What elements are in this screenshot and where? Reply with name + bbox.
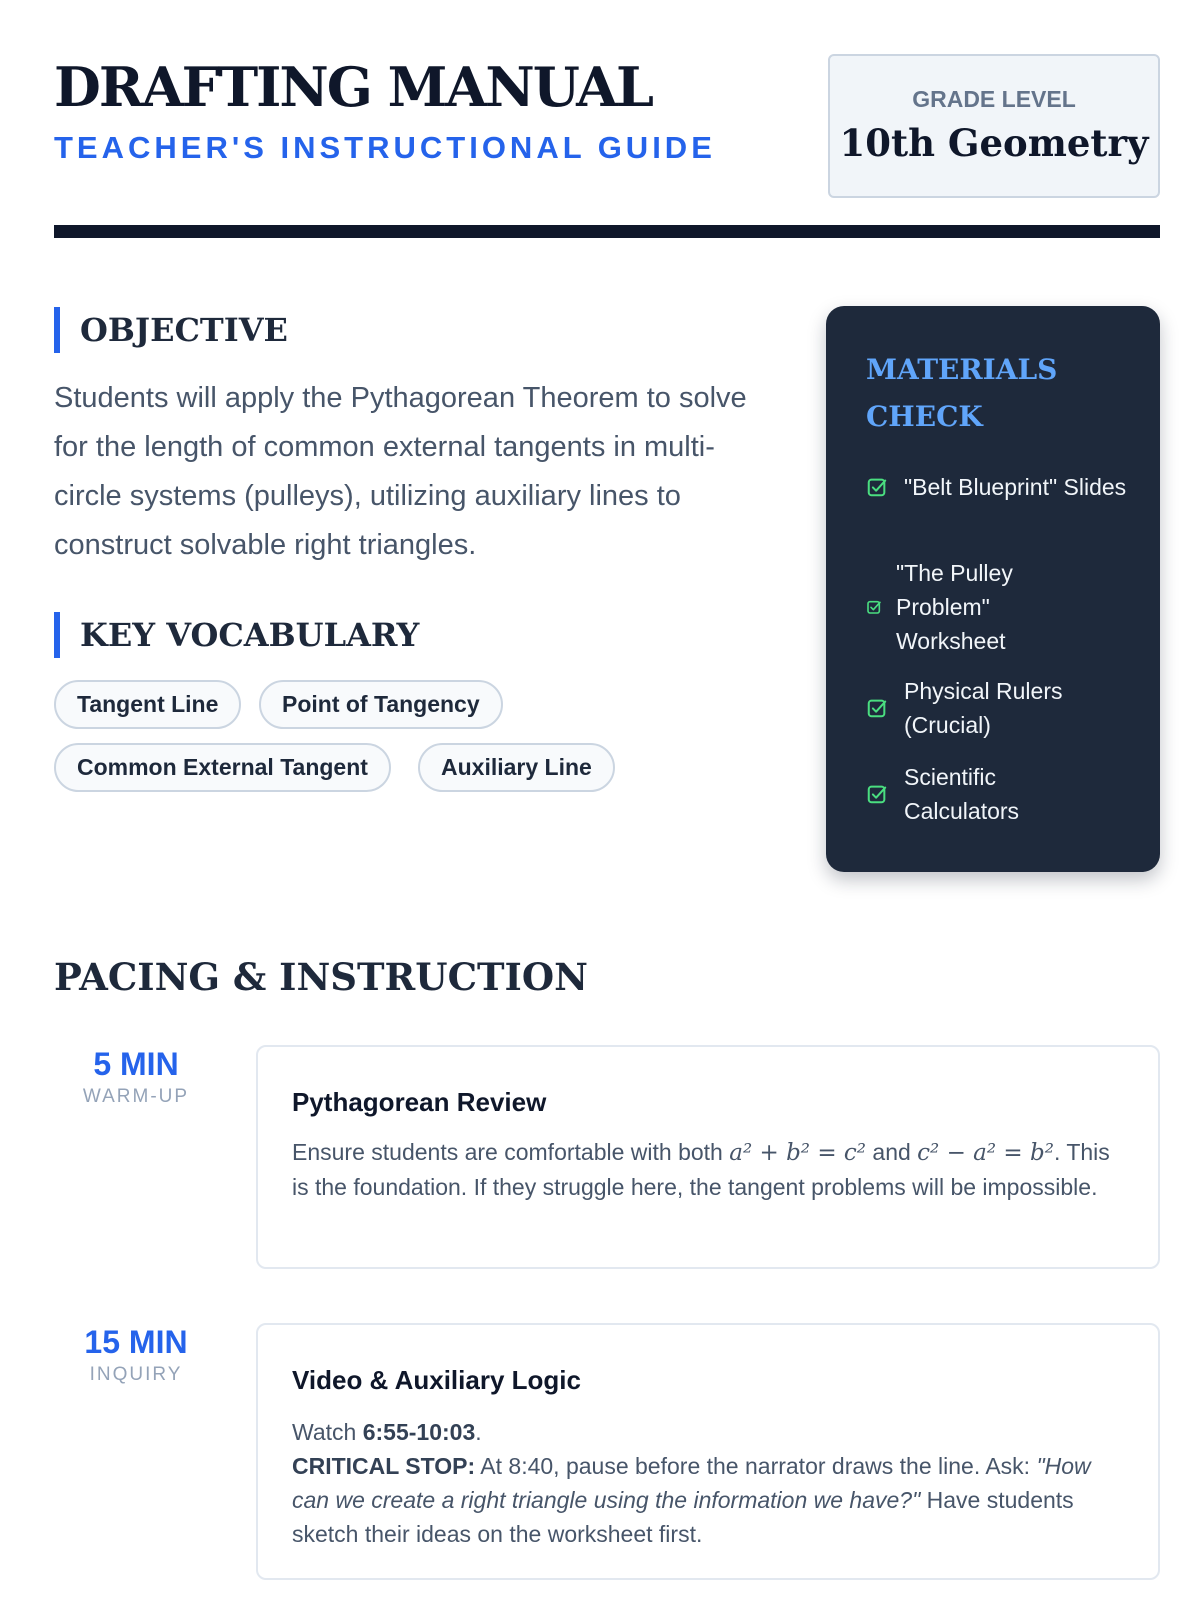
materials-item-label: "The Pulley Problem" Worksheet: [896, 560, 1013, 654]
step-time: [54, 1322, 218, 1388]
materials-item: [866, 674, 1136, 742]
step-body-text: and: [872, 1139, 911, 1165]
header: [54, 54, 1160, 194]
header-divider: [54, 225, 1160, 238]
materials-heading: MATERIALS CHECK: [866, 353, 1058, 433]
materials-item: [866, 470, 1136, 504]
vocab-chip: Point of Tangency: [259, 680, 503, 729]
step-duration: 15 MIN: [84, 1324, 188, 1360]
materials-item-label: Physical Rulers (Crucial): [904, 678, 1063, 738]
step-body-text: This is the foundation. If they struggle here, the tangent problems will be impossible.: [292, 1139, 1110, 1200]
objective-text: Students will apply the Pythagorean Theorem to solve for the length of common external tangents in multi-circle systems (pulleys), utilizing auxiliary lines to construct solvable right triangles.: [54, 382, 747, 561]
grade-level-label: GRADE LEVEL: [912, 86, 1076, 112]
materials-item: [866, 760, 1136, 828]
materials-item-label: "Belt Blueprint" Slides: [904, 474, 1127, 500]
page-subtitle: TEACHER'S INSTRUCTIONAL GUIDE: [54, 130, 716, 165]
pacing-heading: PACING & INSTRUCTION: [54, 955, 588, 999]
materials-card: [826, 306, 1160, 872]
step-body: Watch 6:55-10:03. CRITICAL STOP: At 8:40, pause before the narrator draws the line. Ask: "How can we create a right triangle using the information we have?" Have students sketch their ideas on the worksheet first.: [292, 1419, 1091, 1547]
step-phase: WARM-UP: [82, 1086, 190, 1107]
step-duration: 5 MIN: [93, 1046, 179, 1082]
materials-item-label: Scientific Calculators: [904, 764, 1020, 824]
critical-stop-label: CRITICAL STOP:: [292, 1453, 476, 1479]
vocab-chip: Tangent Line: [54, 680, 241, 729]
step-title: Video & Auxiliary Logic: [292, 1365, 581, 1395]
step-body: Ensure students are comfortable with both a² + b² = c² and c² − a² = b². This is the foundation. If they struggle here, the tangent problems will be impossible.: [292, 1139, 1110, 1200]
step-body-text: Watch: [292, 1419, 357, 1445]
checkbox-checked-icon: [866, 599, 882, 615]
grade-level-box: [828, 54, 1160, 198]
step-card: [256, 1045, 1160, 1269]
vocabulary-heading: KEY VOCABULARY: [54, 612, 419, 658]
grade-level-value: 10th Geometry: [839, 121, 1149, 165]
step-title: Pythagorean Review: [292, 1087, 547, 1117]
video-timestamp: 6:55-10:03: [362, 1419, 476, 1445]
materials-item: [866, 556, 1136, 658]
checkbox-checked-icon: [866, 697, 888, 719]
guiding-question: "How can we create a right triangle using the information we have?": [292, 1453, 1091, 1513]
vocab-chip: Common External Tangent: [54, 743, 391, 792]
step-body-text: At 8:40, pause before the narrator draws the line. Ask:: [480, 1453, 1031, 1479]
page-title: DRAFTING MANUAL: [54, 55, 652, 119]
step-time: [54, 1044, 218, 1110]
formula: c² − a² = b²: [917, 1140, 1054, 1166]
step-body-text: Have students sketch their ideas on the worksheet first.: [292, 1487, 1074, 1547]
vocab-chip: Auxiliary Line: [418, 743, 615, 792]
checkbox-checked-icon: [866, 476, 888, 498]
step-body-text: Ensure students are comfortable with both: [292, 1139, 723, 1165]
step-phase: INQUIRY: [89, 1364, 183, 1385]
objective-heading: OBJECTIVE: [54, 307, 288, 353]
formula: a² + b² = c²: [729, 1140, 867, 1166]
checkbox-checked-icon: [866, 783, 888, 805]
step-card: [256, 1323, 1160, 1580]
